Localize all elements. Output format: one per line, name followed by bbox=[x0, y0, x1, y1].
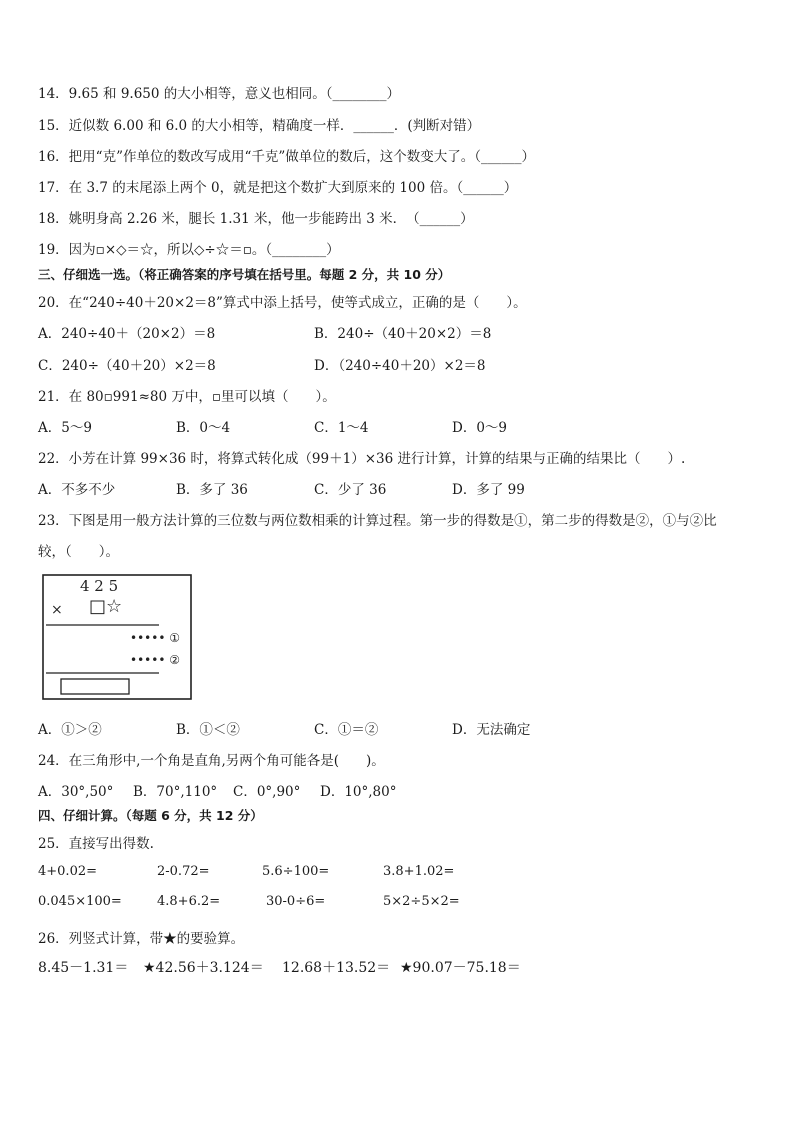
q25-item: 4.8+6.2= bbox=[157, 894, 221, 909]
q23-option-b: B．①＜② bbox=[176, 722, 240, 738]
q25-item: 0.045×100= bbox=[38, 894, 122, 909]
q21-option-b: B．0～4 bbox=[176, 420, 231, 436]
multiplication-figure bbox=[42, 574, 192, 700]
q20-option-a: A．240÷40＋（20×2）＝8 bbox=[38, 326, 216, 342]
q24-option-b: B．70°,110° bbox=[133, 784, 218, 800]
q25-item: 3.8+1.02= bbox=[383, 864, 455, 879]
q26-item: 8.45－1.31＝ bbox=[38, 960, 129, 976]
q26-item: 12.68＋13.52＝ bbox=[282, 960, 391, 976]
q24-option-d: D．10°,80° bbox=[320, 784, 397, 800]
question-19: 19．因为▫×◇＝☆，所以◇÷☆＝▫。（________） bbox=[38, 242, 340, 258]
section-3-heading: 三、仔细选一选。（将正确答案的序号填在括号里。每题 2 分，共 10 分） bbox=[38, 267, 451, 282]
figure-partial-product-2: ••••• ② bbox=[130, 653, 180, 667]
q21-option-d: D．0～9 bbox=[452, 420, 508, 436]
figure-multiplicand: 4 2 5 bbox=[80, 577, 119, 595]
question-20-stem: 20．在“240÷40＋20×2＝8”算式中添上括号，使等式成立，正确的是（ ）。 bbox=[38, 295, 527, 311]
question-26-stem: 26．列竖式计算，带★的要验算。 bbox=[38, 931, 245, 947]
q22-option-d: D．多了 99 bbox=[452, 482, 525, 498]
q26-item: ★90.07－75.18＝ bbox=[400, 960, 521, 976]
q21-option-c: C．1～4 bbox=[314, 420, 369, 436]
q25-item: 4+0.02= bbox=[38, 864, 98, 879]
figure-times-sign: × bbox=[51, 602, 63, 618]
figure-partial-product-1: ••••• ① bbox=[130, 631, 180, 645]
q20-option-d: D．（240÷40＋20）×2＝8 bbox=[314, 358, 486, 374]
q23-option-d: D．无法确定 bbox=[452, 722, 531, 738]
q25-item: 5.6÷100= bbox=[262, 864, 330, 879]
question-22-stem: 22．小芳在计算 99×36 时，将算式转化成（99＋1）×36 进行计算，计算的结果与正确的结果比（ ）. bbox=[38, 451, 686, 467]
q22-option-b: B．多了 36 bbox=[176, 482, 248, 498]
question-18: 18．姚明身高 2.26 米，腿长 1.31 米，他一步能跨出 3 米． （______） bbox=[38, 211, 474, 227]
question-25-stem: 25．直接写出得数. bbox=[38, 836, 154, 852]
question-17: 17．在 3.7 的末尾添上两个 0，就是把这个数扩大到原来的 100 倍。（______） bbox=[38, 180, 518, 196]
q25-item: 5×2÷5×2= bbox=[383, 894, 460, 909]
q21-option-a: A．5～9 bbox=[38, 420, 92, 436]
q23-option-c: C．①＝② bbox=[314, 722, 379, 738]
question-21-stem: 21．在 80▫991≈80 万中，▫里可以填（ ）。 bbox=[38, 389, 336, 405]
figure-multiplier: □☆ bbox=[89, 596, 123, 617]
question-23-stem-line-1: 23．下图是用一般方法计算的三位数与两位数相乘的计算过程。第一步的得数是①，第二步的得数是②，①与②比 bbox=[38, 513, 717, 529]
question-24-stem: 24．在三角形中,一个角是直角,另两个角可能各是( )。 bbox=[38, 753, 385, 769]
q23-option-a: A．①＞② bbox=[38, 722, 102, 738]
question-23-stem-line-2: 较，（ ）。 bbox=[38, 544, 119, 560]
q24-option-a: A．30°,50° bbox=[38, 784, 114, 800]
question-15: 15．近似数 6.00 和 6.0 的大小相等，精确度一样．______．(判断对错） bbox=[38, 118, 481, 134]
section-4-heading: 四、仔细计算。（每题 6 分，共 12 分） bbox=[38, 808, 263, 823]
q20-option-b: B．240÷（40＋20×2）＝8 bbox=[314, 326, 492, 342]
q26-item: ★42.56＋3.124＝ bbox=[143, 960, 264, 976]
q25-item: 2-0.72= bbox=[157, 864, 210, 879]
q24-option-c: C．0°,90° bbox=[233, 784, 301, 800]
q20-option-c: C．240÷（40＋20）×2＝8 bbox=[38, 358, 216, 374]
q25-item: 30-0÷6= bbox=[266, 894, 326, 909]
question-16: 16．把用“克”作单位的数改写成用“千克”做单位的数后，这个数变大了。（______） bbox=[38, 149, 536, 165]
q22-option-a: A．不多不少 bbox=[38, 482, 116, 498]
q22-option-c: C．少了 36 bbox=[314, 482, 387, 498]
question-14: 14．9.65 和 9.650 的大小相等，意义也相同。（________） bbox=[38, 86, 401, 102]
